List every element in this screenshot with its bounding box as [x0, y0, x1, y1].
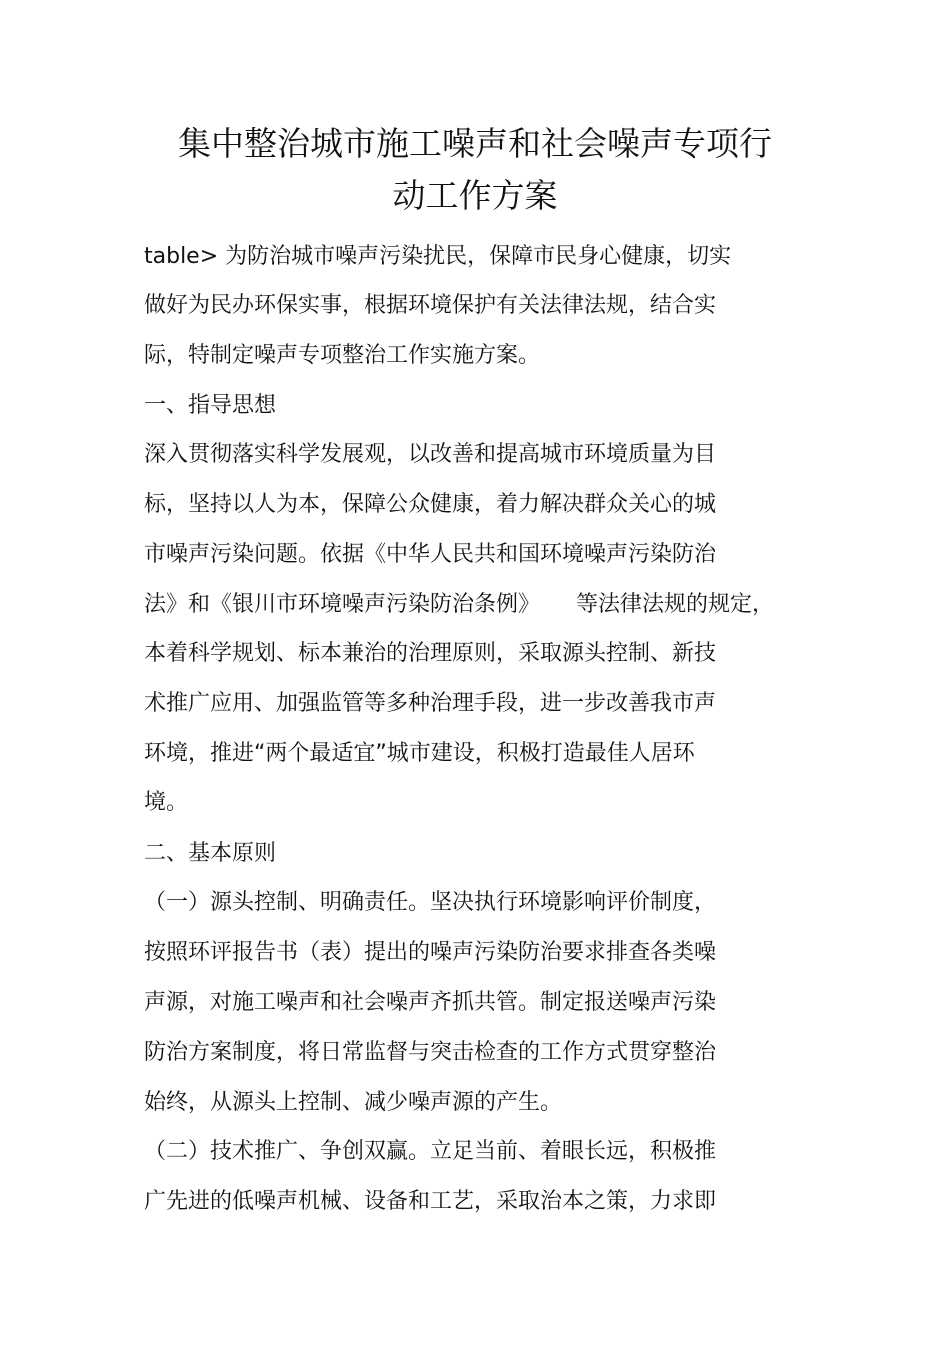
body-line	[144, 591, 774, 619]
document-title-line-2: 动工作方案	[392, 176, 558, 215]
section-heading: 二、基本原则	[144, 841, 277, 866]
section-heading: 一、指导思想	[144, 393, 277, 418]
body-line: 始终，从源头上控制、减少噪声源的产生。	[144, 1090, 563, 1115]
body-line: 际，特制定噪声专项整治工作实施方案。	[144, 343, 541, 368]
body-line-part: 等法律法规的规定，	[576, 592, 775, 617]
body-line: 术推广应用、加强监管等多种治理手段，进一步改善我市声	[144, 691, 717, 716]
body-line: 本着科学规划、标本兼治的治理原则，采取源头控制、新技	[144, 641, 717, 666]
body-line: 声源，对施工噪声和社会噪声齐抓共管。制定报送噪声污染	[144, 990, 717, 1015]
body-line: （一）源头控制、明确责任。坚决执行环境影响评价制度，	[144, 890, 717, 915]
body-line: 环境，推进“两个最适宜”城市建设，积极打造最佳人居环	[144, 741, 695, 766]
body-line: 广先进的低噪声机械、设备和工艺，采取治本之策，力求即	[144, 1189, 717, 1214]
body-line: 深入贯彻落实科学发展观，以改善和提高城市环境质量为目	[144, 442, 717, 467]
body-line: 防治方案制度，将日常监督与突击检查的工作方式贯穿整治	[144, 1040, 717, 1065]
body-line: 做好为民办环保实事，根据环境保护有关法律法规，结合实	[144, 293, 717, 318]
body-line: （二）技术推广、争创双赢。立足当前、着眼长远，积极推	[144, 1139, 717, 1164]
body-line: 标，坚持以人为本，保障公众健康，着力解决群众关心的城	[144, 492, 717, 517]
body-line: 市噪声污染问题。依据《中华人民共和国环境噪声污染防治	[144, 542, 717, 567]
body-line: table> 为防治城市噪声污染扰民，保障市民身心健康，切实	[144, 244, 732, 269]
body-line: 境。	[144, 790, 189, 815]
body-line: 按照环评报告书（表）提出的噪声污染防治要求排查各类噪	[144, 940, 717, 965]
body-line-part: 法》和《银川市环境噪声污染防治条例》	[144, 592, 541, 617]
document-title-line-1: 集中整治城市施工噪声和社会噪声专项行	[178, 124, 772, 163]
